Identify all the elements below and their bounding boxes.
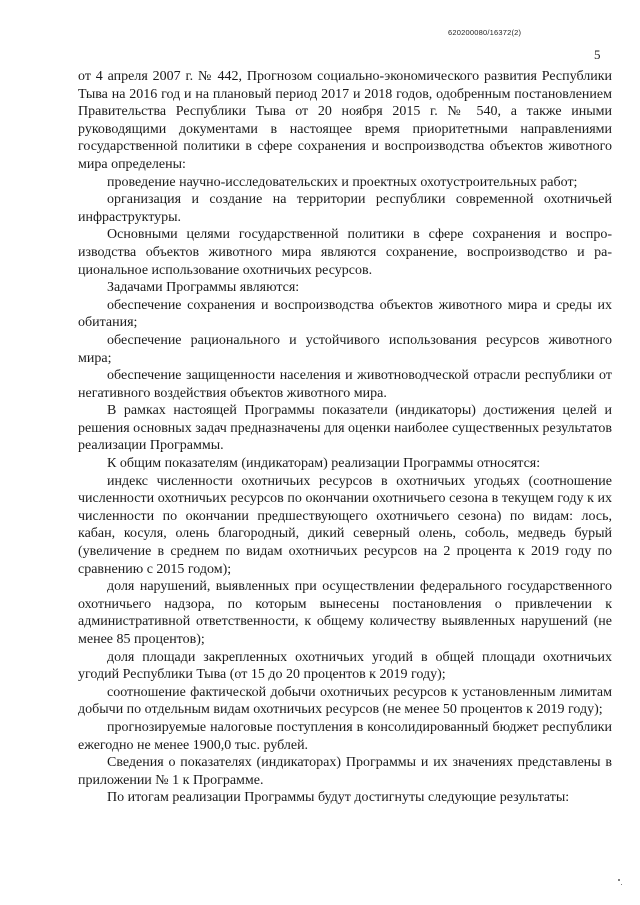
paragraph-priority-research: проведение научно-исследовательских и проектных охотустроительных работ;	[107, 174, 578, 190]
paragraph-indicator-harvest: соотношение фактической добычи охотничьих ресурсов к установленным лимитам добычи по отдельным видам охотничьих ресурсов (не менее 50 процентов к 2019 году);	[78, 684, 612, 718]
paragraph-indicators-purpose: В рамках настоящей Программы показатели (индикаторы) достижения целей и решения основных задач предназначены для оценки наиболее существенных результатов реализации Программы.	[78, 403, 612, 454]
paragraph-task-protection: обеспечение защищенности населения и животноводческой отрасли республики от негативного воздействия объектов животного мира.	[78, 368, 612, 401]
document-id: 620200080/16372(2)	[448, 28, 522, 37]
paragraph-results-heading: По итогам реализации Программы будут достигнуты следующие результаты:	[107, 790, 570, 806]
paragraph-goals: Основными целями государственной политики в сфере сохранения и воспроизводства объектов животного мира являются сохранение, воспроизводство и рациональное использование охотничьих ресурсов.	[78, 227, 612, 278]
paragraph-appendix-reference: Сведения о показателях (индикаторах) Программы и их значениях представлены в приложении № 1 к Программе.	[78, 755, 612, 788]
paragraph-indicator-area: доля площади закрепленных охотничьих угодий в общей площади охотничьих угодий Республики Тыва (от 15 до 20 процентов к 2019 году);	[78, 649, 612, 683]
scan-speck	[618, 879, 620, 881]
paragraph-task-conservation: обеспечение сохранения и воспроизводства объектов животного мира и среды их обитания;	[78, 297, 612, 331]
paragraph-tasks-heading: Задачами Программы являются:	[107, 280, 300, 296]
paragraph-indicator-violations: доля нарушений, выявленных при осуществлении федерального государственного охотничьего надзора, по которым вынесены постановления о привлечении к административной ответственности, к общему количеству выявленных нарушений (не менее 85 процентов);	[78, 579, 612, 647]
paragraph-indicator-abundance: индекс численности охотничьих ресурсов в охотничьих угодьях (соотношение численности охотничьих ресурсов по окончании охотничьего сезона в текущем году к их численности по окончании предшествующего охотничьего сезона) по видам: лось, кабан, косуля, олень благородный, дикий северный олень, соболь, медведь бурый (увеличение в среднем по видам охотничьих ресурсов на 2 процента к 2019 году по сравнению с 2015 годом);	[78, 473, 612, 577]
paragraph-indicators-heading: К общим показателям (индикаторам) реализации Программы относятся:	[107, 456, 541, 472]
paragraph-intro: от 4 апреля 2007 г. № 442, Прогнозом социально-экономического развития Республики Тыва на 2016 год и на плановый период 2017 и 2018 годов, одобренным постановлением Правительства Республики Тыва от 20 ноября 2015 г. № 540, а также иными руководящими документами в настоящее время приоритетными направлениями государственной политики в сфере сохранения и воспроизводства объектов животного мира определены:	[78, 69, 612, 172]
paragraph-indicator-tax: прогнозируемые налоговые поступления в консолидированный бюджет республики ежегодно не менее 1900,0 тыс. рублей.	[78, 719, 612, 753]
paragraph-priority-infrastructure: организация и создание на территории республики современной охотничьей инфраструктуры.	[78, 192, 612, 225]
paragraph-task-sustainable-use: обеспечение рационального и устойчивого использования ресурсов животного мира;	[78, 332, 612, 366]
page-number: 5	[594, 47, 601, 62]
document-body	[78, 68, 612, 807]
scan-speck	[621, 884, 622, 885]
